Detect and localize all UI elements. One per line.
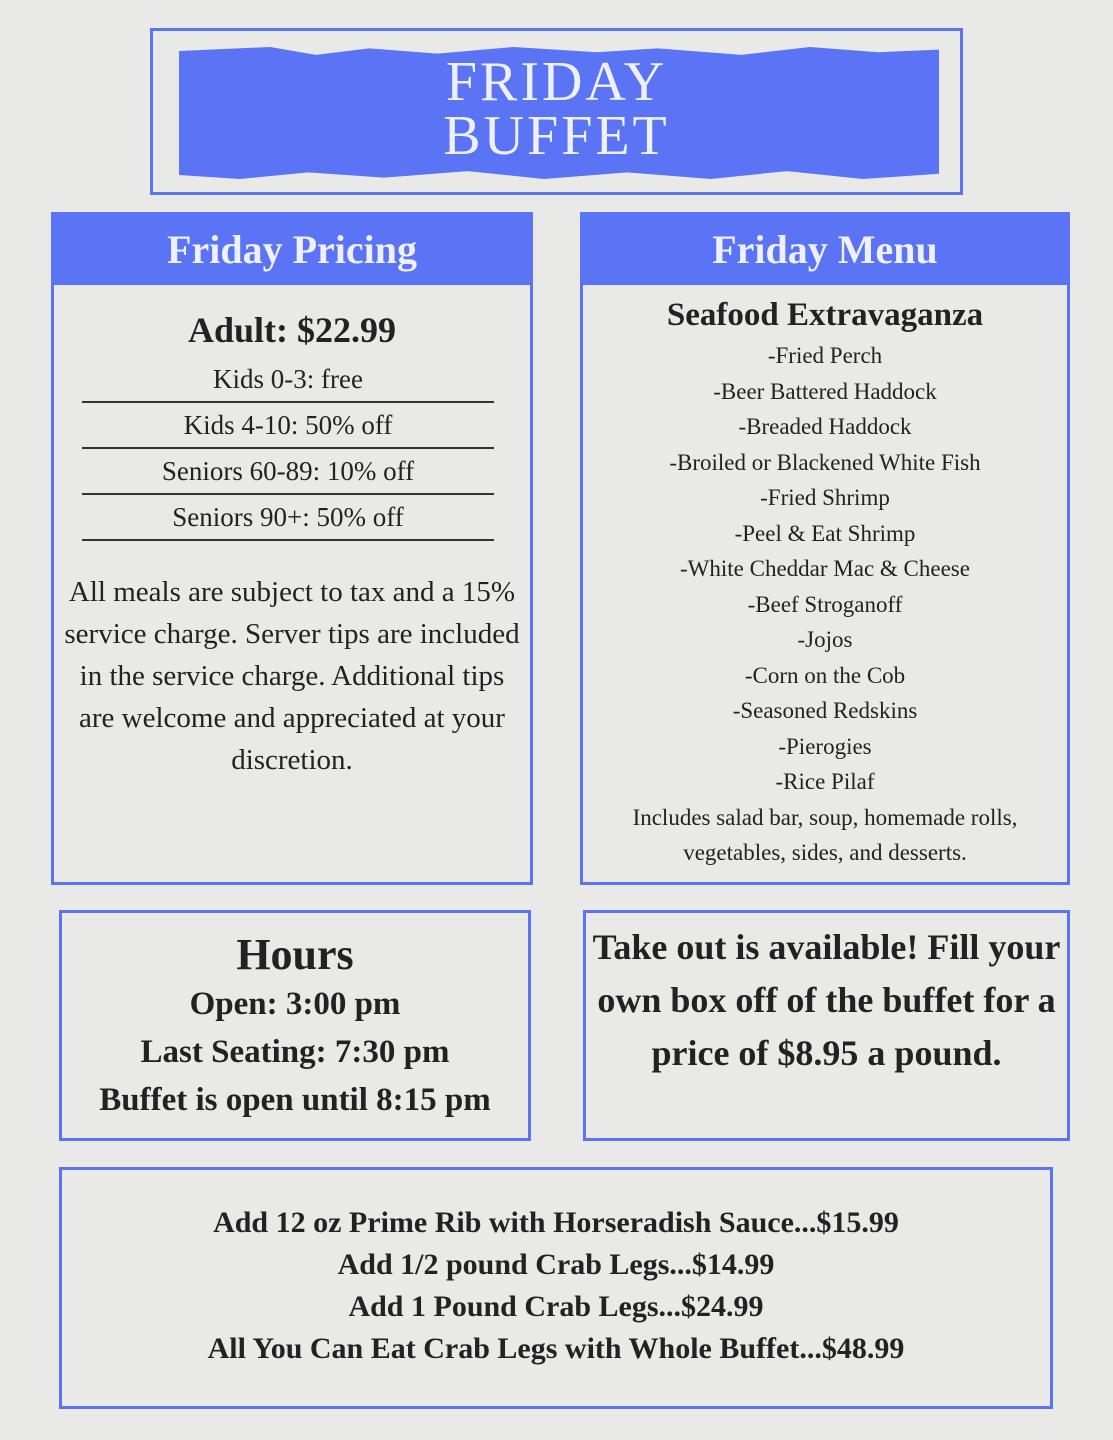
menu-item: -Seasoned Redskins [732, 698, 918, 723]
addon-item: Add 1/2 pound Crab Legs...$14.99 [337, 1248, 775, 1281]
takeout-text: Take out is available! Fill your own box off of the buffet for a price of $8.95 a pound. [592, 927, 1061, 1073]
price-list [82, 357, 494, 541]
addons-panel [59, 1167, 1053, 1409]
title-frame [150, 28, 963, 195]
pricing-panel [51, 212, 533, 885]
addon-item: Add 12 oz Prime Rib with Horseradish Sauce...$15.99 [213, 1206, 899, 1239]
addon-item: All You Can Eat Crab Legs with Whole Buffet...$48.99 [207, 1332, 905, 1365]
menu-list [583, 338, 1067, 800]
menu-item: -Beef Stroganoff [747, 591, 903, 617]
menu-item: -Jojos [797, 627, 853, 652]
menu-item: -Beer Battered Haddock [713, 378, 937, 404]
menu-item: -Broiled or Blackened White Fish [669, 449, 981, 475]
menu-item: -White Cheddar Mac & Cheese [680, 556, 970, 581]
price-row: Kids 4-10: 50% off [82, 403, 494, 449]
title-line-2: BUFFET [443, 105, 670, 167]
open-time: Open: 3:00 pm [189, 986, 401, 1022]
price-row: Seniors 90+: 50% off [82, 495, 494, 541]
pricing-heading: Friday Pricing [54, 215, 530, 285]
takeout-panel [583, 910, 1070, 1141]
menu-item: -Corn on the Cob [744, 662, 906, 688]
price-row: Seniors 60-89: 10% off [82, 449, 494, 495]
adult-price: Adult: $22.99 [187, 310, 397, 350]
addon-item: Add 1 Pound Crab Legs...$24.99 [348, 1290, 764, 1323]
page-title [153, 51, 960, 167]
menu-heading: Friday Menu [583, 215, 1067, 285]
hours-panel [59, 910, 531, 1141]
menu-item: -Rice Pilaf [775, 769, 875, 794]
buffet-close-time: Buffet is open until 8:15 pm [99, 1082, 491, 1118]
menu-item: -Peel & Eat Shrimp [734, 520, 916, 546]
menu-panel [580, 212, 1070, 885]
last-seating-time: Last Seating: 7:30 pm [140, 1034, 450, 1070]
menu-item: -Fried Shrimp [760, 485, 890, 510]
price-row: Kids 0-3: free [82, 357, 494, 403]
hours-heading: Hours [236, 930, 354, 979]
menu-item: -Breaded Haddock [738, 414, 912, 439]
menu-item: -Pierogies [778, 733, 872, 759]
menu-item: -Fried Perch [767, 343, 883, 368]
addon-list [62, 1202, 1050, 1370]
menu-note: Includes salad bar, soup, homemade rolls, vegetables, sides, and desserts. [632, 804, 1018, 865]
pricing-note: All meals are subject to tax and a 15% service charge. Server tips are included in the service charge. Additional tips are welcome and appreciated at your discretion. [64, 576, 520, 776]
title-line-1: FRIDAY [445, 51, 668, 113]
menu-title: Seafood Extravaganza [666, 297, 984, 333]
